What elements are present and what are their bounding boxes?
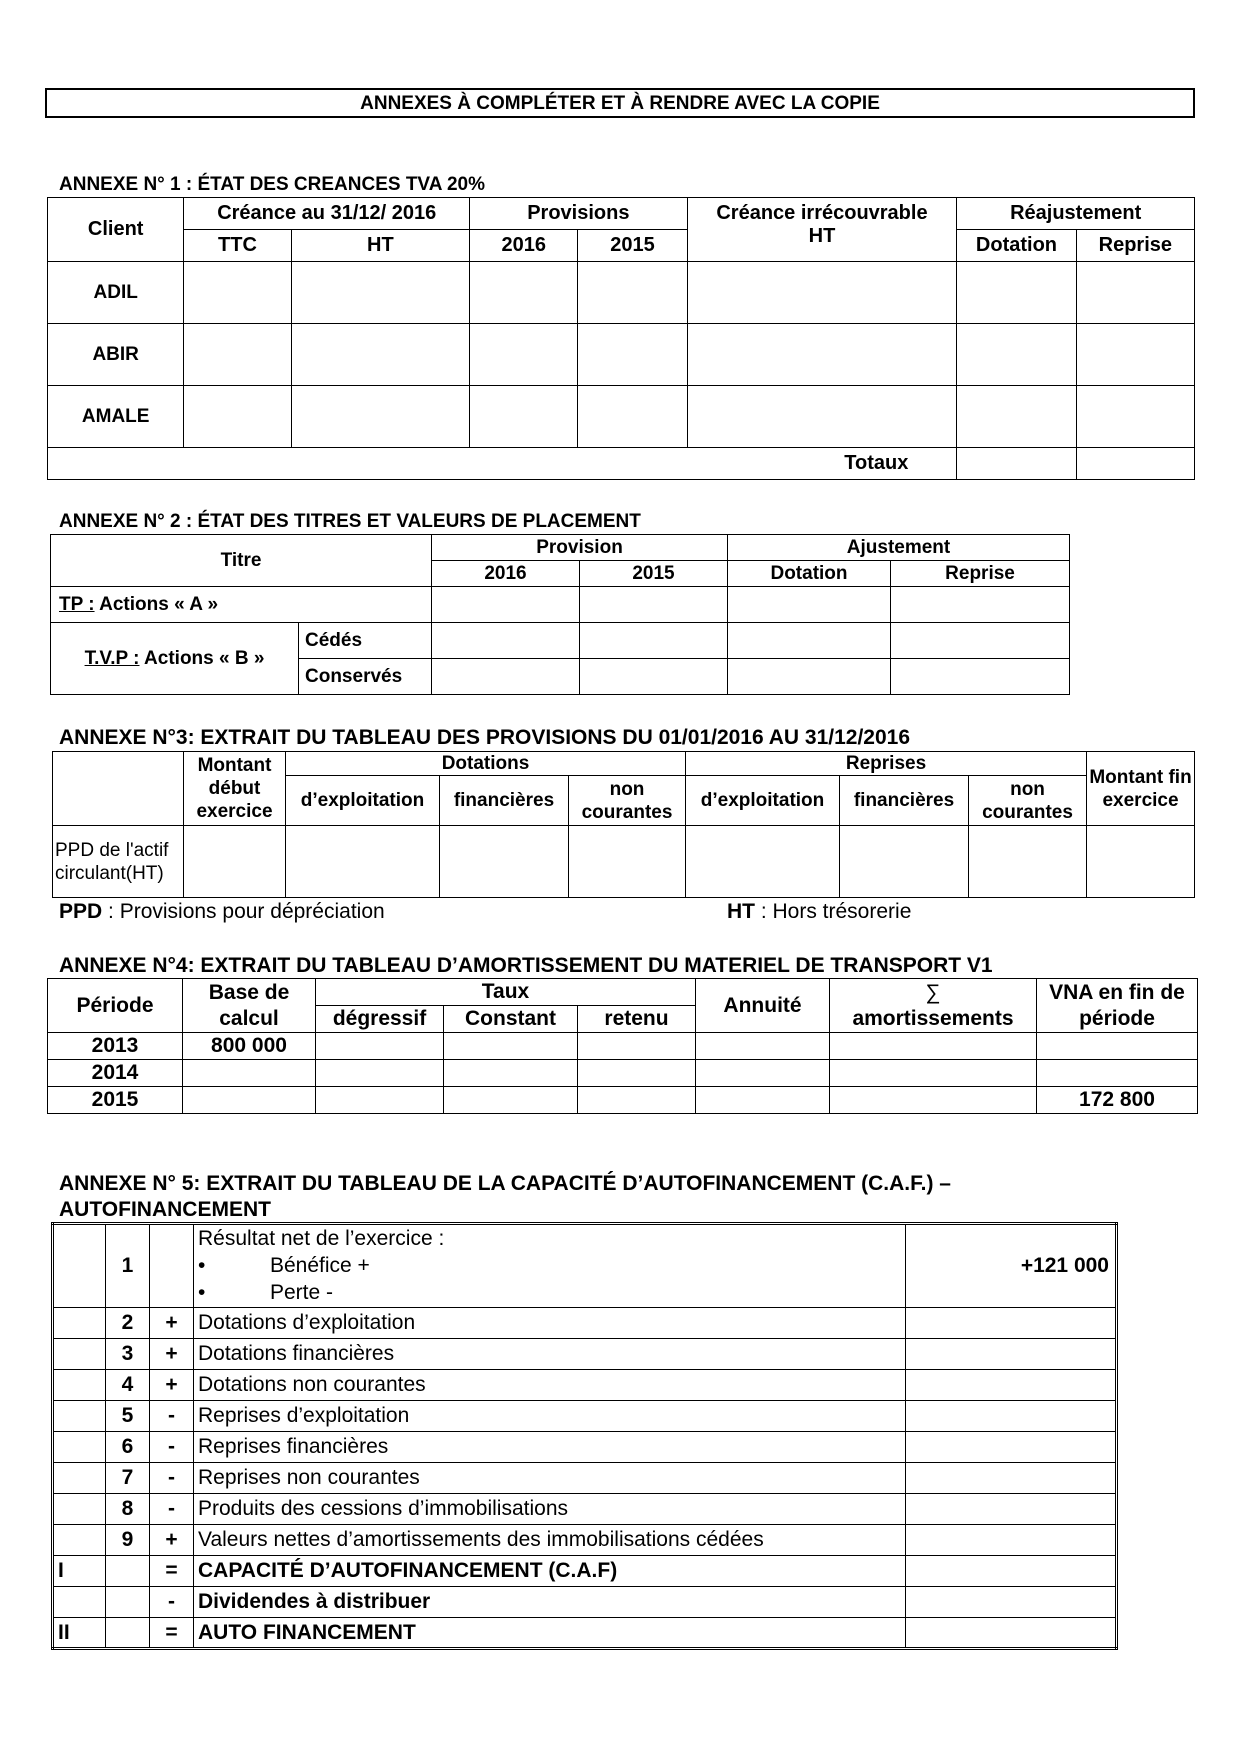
input-cell[interactable] [580, 623, 728, 659]
note-ppd-abbr: PPD [59, 900, 103, 923]
input-cell[interactable] [291, 386, 469, 448]
col-degressif: dégressif [316, 1006, 444, 1033]
num-cell [106, 1556, 150, 1587]
input-cell[interactable] [578, 324, 687, 386]
sign-cell: - [150, 1587, 194, 1618]
col-rep-exploitation: d’exploitation [686, 776, 840, 826]
note-ht-abbr: HT [727, 900, 755, 923]
num-cell: 1 [106, 1224, 150, 1308]
input-cell[interactable] [687, 262, 957, 324]
input-cell[interactable] [830, 1087, 1037, 1114]
periode-cell: 2014 [48, 1060, 183, 1087]
col-irrecouvrable-label: Créance irrécouvrable [716, 202, 928, 224]
input-cell[interactable] [286, 826, 440, 898]
num-cell: 7 [106, 1463, 150, 1494]
num-cell [106, 1618, 150, 1649]
col-rep-financieres: financières [840, 776, 969, 826]
resultat-label: Résultat net de l’exercice : [198, 1227, 445, 1250]
input-cell[interactable] [891, 623, 1070, 659]
sign-cell: + [150, 1525, 194, 1556]
col-client: Client [48, 198, 184, 262]
row-label: Reprises d’exploitation [194, 1401, 906, 1432]
input-cell[interactable] [906, 1432, 1117, 1463]
input-cell[interactable] [906, 1556, 1117, 1587]
input-cell[interactable] [906, 1370, 1117, 1401]
num-cell: 3 [106, 1339, 150, 1370]
annexe2-title: ANNEXE N° 2 : ÉTAT DES TITRES ET VALEURS DE PLACEMENT [59, 511, 641, 532]
resultat-value: +121 000 [906, 1224, 1117, 1308]
num-cell: 2 [106, 1308, 150, 1339]
col-montant-fin: Montant fin exercice [1087, 752, 1195, 826]
col-2016: 2016 [432, 561, 580, 587]
input-cell[interactable] [906, 1587, 1117, 1618]
input-cell[interactable] [184, 386, 291, 448]
input-cell[interactable] [696, 1060, 830, 1087]
row-label: Reprises financières [194, 1432, 906, 1463]
input-cell[interactable] [1087, 826, 1195, 898]
col-irrecouvrable [687, 198, 957, 262]
benefice-label: Bénéfice + [270, 1254, 370, 1277]
annexe5-table [51, 1222, 1118, 1650]
col-2015: 2015 [578, 230, 687, 262]
col-2016: 2016 [470, 230, 578, 262]
benefice-line [198, 1252, 905, 1279]
col-reprise: Reprise [891, 561, 1070, 587]
perte-line [198, 1279, 905, 1306]
col-vna: VNA en fin de période [1037, 979, 1198, 1033]
tp-label: Actions « A » [94, 593, 219, 615]
sign-cell: - [150, 1401, 194, 1432]
input-cell[interactable] [957, 262, 1076, 324]
input-cell[interactable] [686, 826, 840, 898]
base-cell: 800 000 [183, 1033, 316, 1060]
col-ht: HT [291, 230, 469, 262]
annexe1-title: ANNEXE N° 1 : ÉTAT DES CREANCES TVA 20% [59, 174, 486, 195]
sign-cell: + [150, 1308, 194, 1339]
sign-cell: + [150, 1370, 194, 1401]
col-2015: 2015 [580, 561, 728, 587]
col-dotation: Dotation [728, 561, 891, 587]
vna-cell[interactable] [1037, 1033, 1198, 1060]
roman-cell: II [53, 1618, 106, 1649]
roman-cell [53, 1401, 106, 1432]
input-cell[interactable] [432, 623, 580, 659]
annexe4-title: ANNEXE N°4: EXTRAIT DU TABLEAU D’AMORTISSEMENT DU MATERIEL DE TRANSPORT V1 [59, 954, 993, 977]
col-creance: Créance au 31/12/ 2016 [184, 198, 470, 230]
col-reprises: Reprises [686, 752, 1087, 776]
perte-label: Perte - [270, 1281, 334, 1304]
input-cell[interactable] [957, 448, 1076, 480]
dividendes-label: Dividendes à distribuer [194, 1587, 906, 1618]
input-cell[interactable] [957, 386, 1076, 448]
col-amortissements: amortissements [852, 1006, 1014, 1030]
num-cell [106, 1587, 150, 1618]
client-name: ABIR [48, 324, 184, 386]
sign-cell: = [150, 1556, 194, 1587]
roman-cell [53, 1525, 106, 1556]
input-cell[interactable] [1076, 386, 1194, 448]
annexe3-title: ANNEXE N°3: EXTRAIT DU TABLEAU DES PROVISIONS DU 01/01/2016 AU 31/12/2016 [59, 726, 910, 749]
col-rep-non-courantes: non courantes [969, 776, 1087, 826]
tvp-label: Actions « B » [139, 647, 265, 669]
col-reajustement: Réajustement [957, 198, 1195, 230]
input-cell[interactable] [728, 659, 891, 695]
base-cell[interactable] [183, 1060, 316, 1087]
col-retenu: retenu [578, 1006, 696, 1033]
input-cell[interactable] [728, 587, 891, 623]
roman-cell [53, 1370, 106, 1401]
sign-cell: - [150, 1432, 194, 1463]
row-label: Valeurs nettes d’amortissements des immobilisations cédées [194, 1525, 906, 1556]
input-cell[interactable] [696, 1033, 830, 1060]
input-cell[interactable] [440, 826, 569, 898]
row-label: Dotations financières [194, 1339, 906, 1370]
num-cell: 9 [106, 1525, 150, 1556]
input-cell[interactable] [840, 826, 969, 898]
input-cell[interactable] [184, 826, 286, 898]
input-cell[interactable] [1076, 324, 1194, 386]
input-cell[interactable] [580, 659, 728, 695]
periode-cell: 2015 [48, 1087, 183, 1114]
page-header: ANNEXES À COMPLÉTER ET À RENDRE AVEC LA COPIE [45, 88, 1195, 118]
input-cell[interactable] [316, 1033, 444, 1060]
roman-cell [53, 1463, 106, 1494]
col-reprise: Reprise [1076, 230, 1194, 262]
tp-row-label [51, 587, 432, 623]
autofinancement-label: AUTO FINANCEMENT [194, 1618, 906, 1649]
input-cell[interactable] [891, 659, 1070, 695]
row-label: Reprises non courantes [194, 1463, 906, 1494]
sign-cell: + [150, 1339, 194, 1370]
num-cell: 5 [106, 1401, 150, 1432]
roman-cell [53, 1587, 106, 1618]
cedes-label: Cédés [299, 623, 432, 659]
col-irrecouvrable-ht: HT [808, 225, 836, 247]
input-cell[interactable] [830, 1060, 1037, 1087]
input-cell[interactable] [687, 386, 957, 448]
col-ajustement: Ajustement [728, 535, 1070, 561]
empty-header [53, 752, 184, 826]
sign-cell: = [150, 1618, 194, 1649]
sigma-icon: ∑ [925, 980, 941, 1004]
col-dotations: Dotations [286, 752, 686, 776]
annexe3-table [52, 751, 1195, 898]
input-cell[interactable] [578, 1033, 696, 1060]
input-cell[interactable] [316, 1087, 444, 1114]
col-dot-exploitation: d’exploitation [286, 776, 440, 826]
note-ht [727, 900, 911, 924]
col-provision: Provision [432, 535, 728, 561]
input-cell[interactable] [957, 324, 1076, 386]
col-titre: Titre [51, 535, 432, 587]
input-cell[interactable] [470, 386, 578, 448]
input-cell[interactable] [470, 262, 578, 324]
col-ttc: TTC [184, 230, 291, 262]
input-cell[interactable] [578, 1087, 696, 1114]
vna-cell: 172 800 [1037, 1087, 1198, 1114]
input-cell[interactable] [906, 1463, 1117, 1494]
input-cell[interactable] [291, 324, 469, 386]
input-cell[interactable] [316, 1060, 444, 1087]
periode-cell: 2013 [48, 1033, 183, 1060]
input-cell[interactable] [184, 324, 291, 386]
sign-cell: - [150, 1463, 194, 1494]
sign-cell [150, 1224, 194, 1308]
row-label: Produits des cessions d’immobilisations [194, 1494, 906, 1525]
col-constant: Constant [444, 1006, 578, 1033]
col-dot-financieres: financières [440, 776, 569, 826]
input-cell[interactable] [830, 1033, 1037, 1060]
num-cell: 8 [106, 1494, 150, 1525]
col-dot-non-courantes: non courantes [569, 776, 686, 826]
roman-cell: I [53, 1556, 106, 1587]
col-provisions: Provisions [470, 198, 688, 230]
annexe2-table [50, 534, 1070, 695]
tvp-row-label [51, 623, 299, 695]
input-cell[interactable] [569, 826, 686, 898]
roman-cell [53, 1339, 106, 1370]
tvp-abbr: T.V.P : [84, 647, 140, 669]
input-cell[interactable] [696, 1087, 830, 1114]
input-cell[interactable] [578, 262, 687, 324]
col-montant-debut: Montant début exercice [184, 752, 286, 826]
num-cell: 6 [106, 1432, 150, 1463]
col-annuite: Annuité [696, 979, 830, 1033]
input-cell[interactable] [432, 659, 580, 695]
input-cell[interactable] [580, 587, 728, 623]
bullet-icon: • [198, 1254, 206, 1277]
annexe5-title-line1: ANNEXE N° 5: EXTRAIT DU TABLEAU DE LA CAPACITÉ D’AUTOFINANCEMENT (C.A.F.) – [59, 1172, 951, 1195]
col-base: Base de calcul [183, 979, 316, 1033]
num-cell: 4 [106, 1370, 150, 1401]
roman-cell [53, 1494, 106, 1525]
input-cell[interactable] [432, 587, 580, 623]
conserves-label: Conservés [299, 659, 432, 695]
annexe5-title-line2: AUTOFINANCEMENT [59, 1198, 271, 1221]
input-cell[interactable] [1076, 262, 1194, 324]
input-cell[interactable] [906, 1525, 1117, 1556]
input-cell[interactable] [687, 324, 957, 386]
input-cell[interactable] [578, 386, 687, 448]
annexe4-table [47, 978, 1198, 1114]
col-sum-amortissements [830, 979, 1037, 1033]
caf-label: CAPACITÉ D’AUTOFINANCEMENT (C.A.F) [194, 1556, 906, 1587]
input-cell[interactable] [444, 1087, 578, 1114]
input-cell[interactable] [891, 587, 1070, 623]
input-cell[interactable] [728, 623, 891, 659]
input-cell[interactable] [1076, 448, 1194, 480]
sign-cell: - [150, 1494, 194, 1525]
note-ht-text: : Hors trésorerie [755, 900, 912, 923]
input-cell[interactable] [184, 262, 291, 324]
base-cell[interactable] [183, 1087, 316, 1114]
input-cell[interactable] [578, 1060, 696, 1087]
input-cell[interactable] [906, 1618, 1117, 1649]
input-cell[interactable] [906, 1339, 1117, 1370]
input-cell[interactable] [444, 1033, 578, 1060]
roman-cell [53, 1308, 106, 1339]
client-name: AMALE [48, 386, 184, 448]
col-dotation: Dotation [957, 230, 1076, 262]
input-cell[interactable] [969, 826, 1087, 898]
input-cell[interactable] [906, 1401, 1117, 1432]
client-name: ADIL [48, 262, 184, 324]
input-cell[interactable] [906, 1494, 1117, 1525]
bullet-icon: • [198, 1281, 206, 1304]
vna-cell[interactable] [1037, 1060, 1198, 1087]
totaux-label: Totaux [48, 448, 957, 480]
roman-cell [53, 1432, 106, 1463]
col-taux: Taux [316, 979, 696, 1006]
tp-abbr: TP : [59, 593, 95, 615]
resultat-label-cell [194, 1224, 906, 1308]
note-ppd [59, 900, 385, 924]
input-cell[interactable] [444, 1060, 578, 1087]
ppd-row-label: PPD de l'actif circulant(HT) [53, 826, 184, 898]
note-ppd-text: : Provisions pour dépréciation [102, 900, 385, 923]
input-cell[interactable] [291, 262, 469, 324]
row-label: Dotations non courantes [194, 1370, 906, 1401]
input-cell[interactable] [906, 1308, 1117, 1339]
input-cell[interactable] [470, 324, 578, 386]
annexe1-table [47, 197, 1195, 480]
col-periode: Période [48, 979, 183, 1033]
row-label: Dotations d’exploitation [194, 1308, 906, 1339]
roman-cell [53, 1224, 106, 1308]
